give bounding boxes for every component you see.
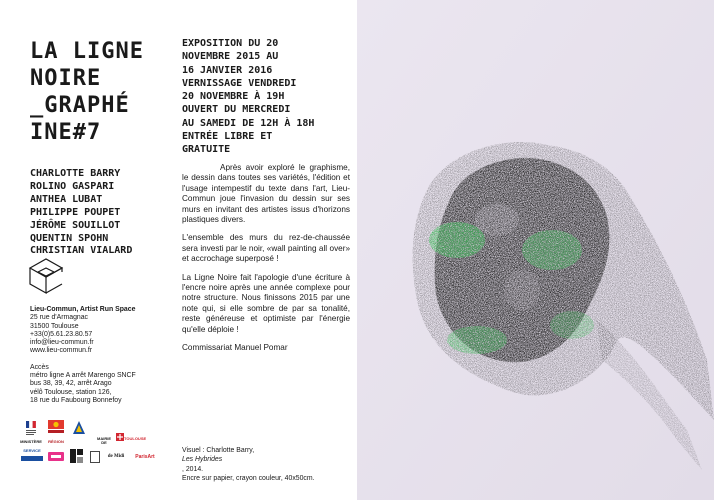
presentation-text bbox=[182, 163, 350, 362]
service-logo-icon bbox=[21, 453, 43, 463]
artist-name: QUENTIN SPOHN bbox=[30, 232, 109, 244]
caption-line bbox=[182, 446, 357, 474]
venue-city: 31500 Toulouse bbox=[30, 322, 79, 330]
toulouse-cross-icon bbox=[116, 433, 124, 441]
lieu-commun-logo bbox=[28, 256, 74, 296]
expo-line: 16 JANVIER 2016 bbox=[182, 64, 273, 76]
access-line: vélô Toulouse, station 126, bbox=[30, 388, 112, 396]
expo-line: GRATUITE bbox=[182, 144, 231, 156]
artist-name: ANTHEA LUBAT bbox=[30, 193, 103, 205]
sponsor-label: de Midi bbox=[107, 454, 125, 459]
expo-line: VERNISSAGE VENDREDI bbox=[182, 77, 297, 89]
paragraph: Après avoir exploré le graphisme, le dessin dans toutes ses variétés, l'édition et l'usage intempestif du texte dans l'art, Lieu-Commun joue l'invasion du dessin sur ses murs en invitant des artistes issus d'horizons plastiques divers. bbox=[182, 163, 350, 225]
title-line: INE#7 bbox=[30, 120, 102, 145]
artist-name: CHRISTIAN VIALARD bbox=[30, 245, 133, 257]
exhibition-dates bbox=[182, 37, 350, 157]
paragraph: L'ensemble des murs du rez-de-chaussée sera investi par le noir, «wall painting all over» et accrochage superposé ! bbox=[182, 233, 350, 264]
venue-phone: +33(0)5.61.23.80.57 bbox=[30, 330, 93, 338]
sponsor-logos bbox=[20, 420, 170, 468]
artist-name: JÉRÔME SOUILLOT bbox=[30, 219, 121, 231]
sponsor-label: ParisArt bbox=[135, 454, 155, 460]
caption-prefix: Visuel : Charlotte Barry, bbox=[182, 447, 255, 454]
region-logo-icon bbox=[47, 420, 65, 440]
venue-website[interactable]: www.lieu-commun.fr bbox=[30, 347, 93, 355]
caption-suffix: , 2014. bbox=[182, 465, 204, 473]
sponsor-label: MAIRIE DE bbox=[97, 436, 111, 445]
access-line: métro ligne A arrêt Marengo SNCF bbox=[30, 372, 136, 380]
artwork-caption bbox=[182, 446, 357, 484]
bw-sponsor-icon bbox=[70, 449, 84, 464]
white-square-icon bbox=[90, 451, 100, 463]
artwork-title: Les Hybrides bbox=[182, 456, 223, 464]
artist-name: CHARLOTTE BARRY bbox=[30, 168, 121, 179]
expo-line: ENTRÉE LIBRE ET bbox=[182, 131, 273, 143]
expo-line: NOVEMBRE 2015 AU bbox=[182, 51, 279, 63]
pink-sponsor-icon bbox=[48, 450, 64, 464]
venue-address bbox=[30, 306, 180, 405]
sponsor-label: SERVICE bbox=[23, 448, 41, 453]
sponsor-label: TOULOUSE bbox=[124, 436, 147, 441]
artwork-image bbox=[357, 0, 714, 500]
title-line: LA LIGNE bbox=[30, 39, 144, 64]
venue-street: 25 rue d'Armagnac bbox=[30, 314, 89, 322]
ministry-flag-icon bbox=[23, 421, 39, 439]
artist-name: PHILIPPE POUPET bbox=[30, 206, 121, 218]
blue-sponsor-icon bbox=[72, 420, 86, 436]
sponsor-label: RÉGION bbox=[48, 439, 64, 444]
sponsor-label: MINISTÈRE bbox=[20, 439, 42, 444]
access-line: 18 rue du Faubourg Bonnefoy bbox=[30, 396, 122, 404]
artist-list bbox=[30, 168, 180, 258]
caption-medium: Encre sur papier, crayon couleur, 40x50cm. bbox=[182, 475, 315, 483]
exhibition-title bbox=[30, 38, 170, 146]
expo-line: EXPOSITION DU 20 bbox=[182, 38, 279, 49]
expo-line: 20 NOVEMBRE À 19H bbox=[182, 91, 285, 103]
artist-name: ROLINO GASPARI bbox=[30, 180, 115, 192]
paragraph: La Ligne Noire fait l'apologie d'une écriture à l'encre noire après une année complexe pour notre structure. Nous finissons 2015 par une note qui, si elle sombre de par sa tonalité, reste généreuse et optimiste par l'énergie qu'elle déploie ! bbox=[182, 272, 350, 334]
curator-credit: Commissariat Manuel Pomar bbox=[182, 343, 288, 353]
venue-email[interactable]: info@lieu-commun.fr bbox=[30, 339, 94, 347]
title-line: NOIRE bbox=[30, 66, 102, 91]
expo-line: AU SAMEDI DE 12H À 18H bbox=[182, 117, 315, 129]
access-title: Accès bbox=[30, 363, 49, 371]
title-line: _GRAPHÉ bbox=[30, 93, 130, 118]
access-line: bus 38, 39, 42, arrêt Arago bbox=[30, 380, 112, 388]
venue-name: Lieu-Commun, Artist Run Space bbox=[30, 306, 136, 313]
expo-line: OUVERT DU MERCREDI bbox=[182, 104, 291, 116]
